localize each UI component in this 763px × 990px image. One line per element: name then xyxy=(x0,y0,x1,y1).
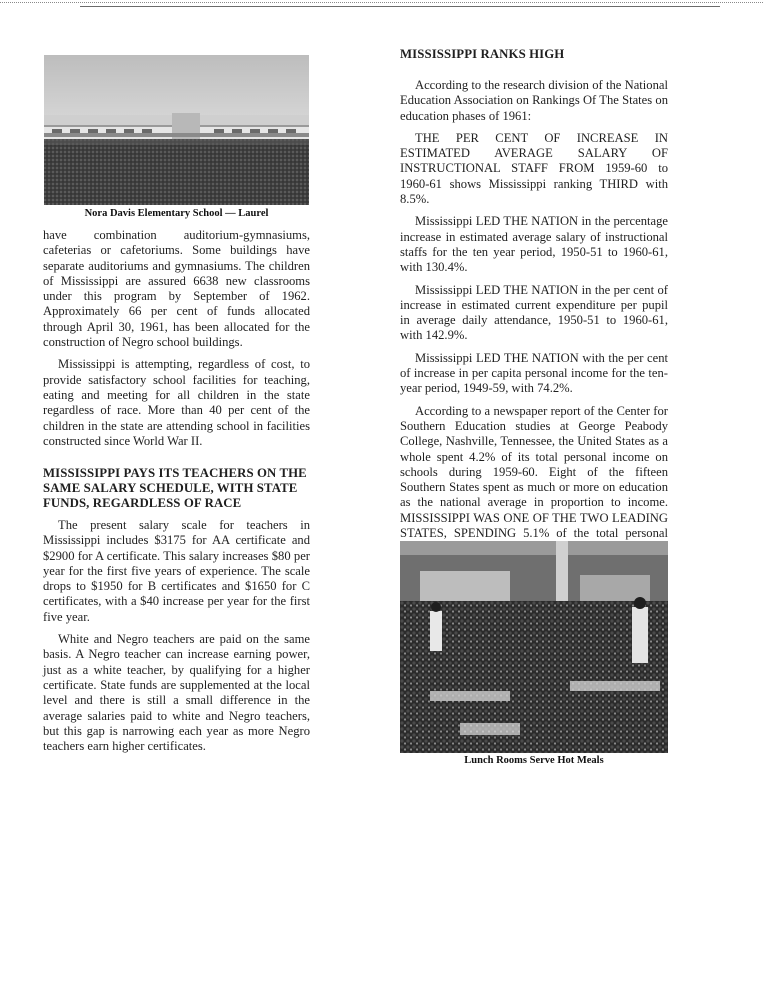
school-photo-caption: Nora Davis Elementary School — Laurel xyxy=(84,208,269,219)
paragraph: have combination auditorium-gymnasiums, cafeterias or cafetoriums. Some buildings have separate auditoriums and gymnasiums. The children of Mississippi are assured 6638 new classrooms under this program by September of 1962. Approximately 66 per cent of funds allocated through April 30, 1961, has been allocated for the construction of Negro school buildings. xyxy=(43,228,310,350)
lunch-photo-caption: Lunch Rooms Serve Hot Meals xyxy=(464,755,604,766)
lunch-room-photo xyxy=(400,541,668,753)
paragraph: Mississippi LED THE NATION in the percentage increase in estimated average salary of instructional staffs for the ten year period, 1950-51 to 1960-61, with 130.4%. xyxy=(400,214,668,275)
paragraph: According to the research division of the National Education Association on Rankings Of The States on education phases of 1961: xyxy=(400,78,668,123)
salary-schedule-heading: MISSISSIPPI PAYS ITS TEACHERS ON THE SAME SALARY SCHEDULE, WITH STATE FUNDS, REGARDLESS OF RACE xyxy=(43,466,307,511)
left-column-text xyxy=(43,228,310,456)
school-building-photo xyxy=(44,55,309,205)
right-column-text xyxy=(400,78,668,564)
left-column-salary-text xyxy=(43,518,310,761)
mississippi-ranks-high-heading: MISSISSIPPI RANKS HIGH xyxy=(400,47,565,61)
paragraph: Mississippi is attempting, regardless of cost, to provide satisfactory school facilities for teaching, eating and meeting for all children in the state regardless of race. More than 40 per cent of the children in the state are attending school in facilities constructed since World War II. xyxy=(43,357,310,448)
paragraph: The present salary scale for teachers in Mississippi includes $3175 for AA certificate and $2900 for A certificate. This salary increases $80 per year for the first five years of experience. The scale drops to $1950 for B certificates and $1650 for C certificates, with a $40 increase per year for the first five year. xyxy=(43,518,310,624)
paragraph: According to a newspaper report of the Center for Southern Education studies at George Peabody College, Nashville, Tennessee, the United States as a whole spent 4.2% of its total personal income on schools during 1959-60. Eight of the fifteen Southern States spent as much or more on education as the national average in proportion to income. MISSISSIPPI WAS ONE OF THE TWO LEADING STATES, SPENDING 5.1% of the total personal xyxy=(400,403,668,541)
paragraph: Mississippi LED THE NATION in the per cent of increase in estimated current expenditure per pupil in average daily attendance, 1950-51 to 1960-61, with 142.9%. xyxy=(400,282,668,343)
paragraph: THE PER CENT OF INCREASE IN ESTIMATED AVERAGE SALARY OF INSTRUCTIONAL STAFF FROM 1959-60 to 1960-61 shows Mississippi ranking THIRD with 8.5%. xyxy=(400,130,668,207)
top-rule xyxy=(80,6,720,7)
paragraph: White and Negro teachers are paid on the same basis. A Negro teacher can increase earning power, just as a white teacher, by qualifying for a higher certificate. State funds are supplemented at the local level and there is still a small difference in the average salaries paid to white and Negro teachers, but this gap is narrowing each year as more Negro teachers earn higher certificates. xyxy=(43,632,310,754)
paragraph: Mississippi LED THE NATION with the per cent of increase in per capita personal income for the ten-year period, 1949-59, with 74.2%. xyxy=(400,350,668,396)
